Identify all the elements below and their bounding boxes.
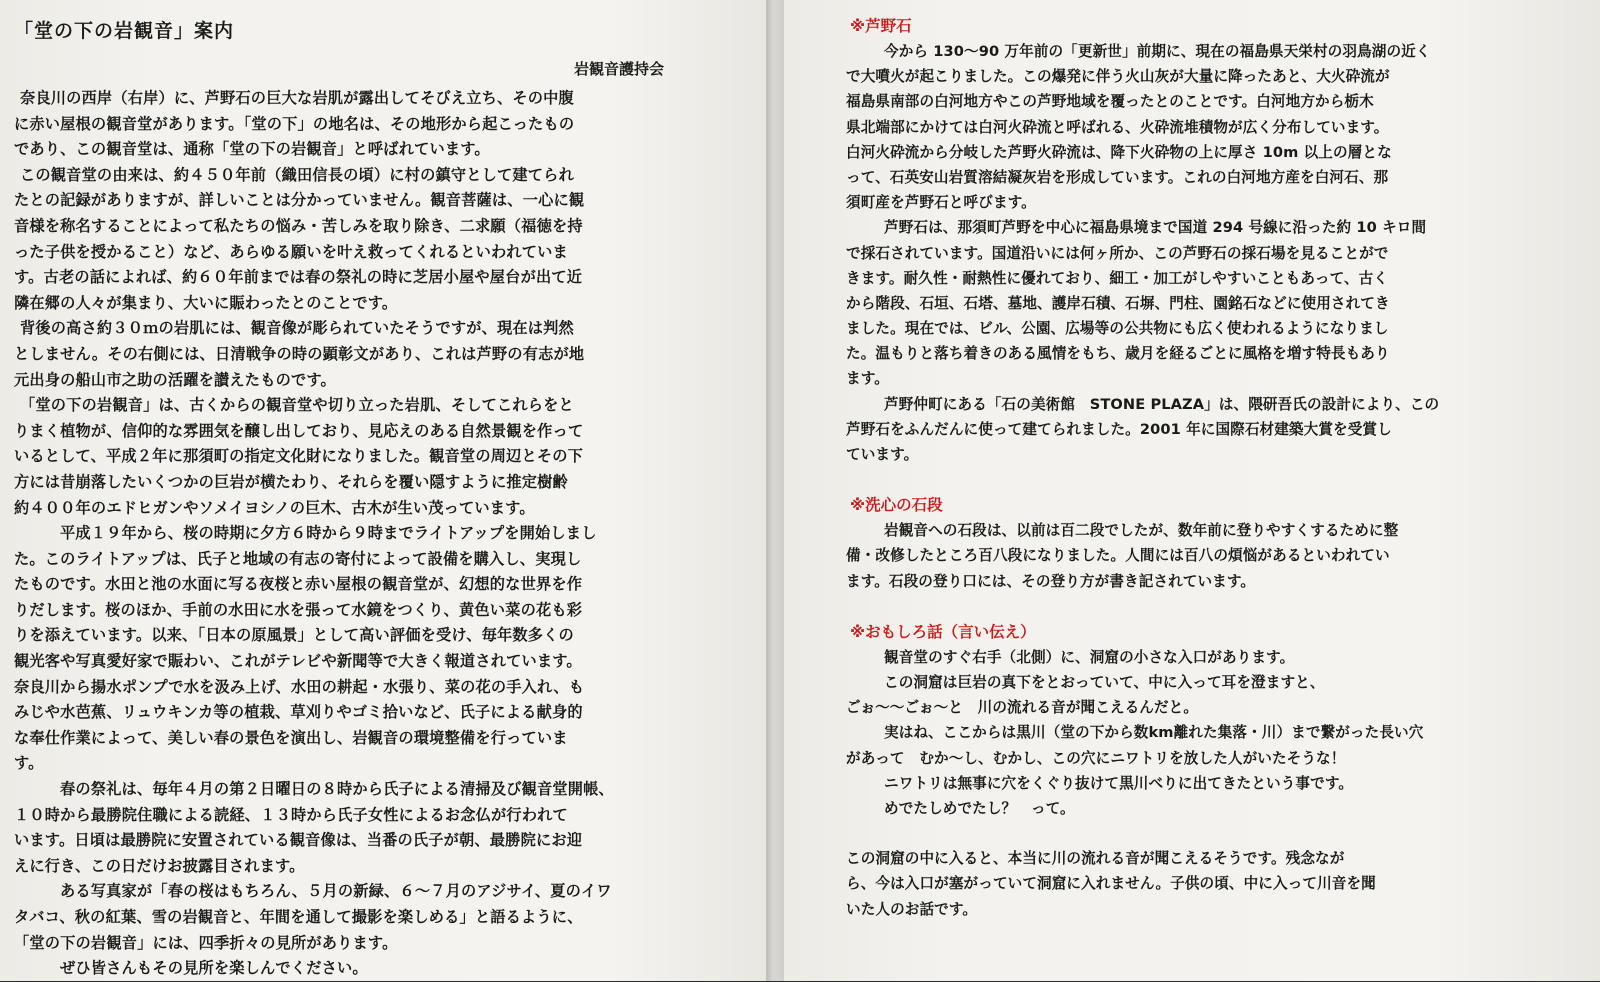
text-line: たとの記録がありますが、詳しいことは分かっていません。観音菩薩は、一心に観 xyxy=(14,191,585,210)
text-line: ています。 xyxy=(846,446,919,463)
text-line: めでたしめでたし？ って。 xyxy=(884,799,1075,817)
text-line: ました。現在では、ビル、公園、広場等の公共物にも広く使われるようになりまし xyxy=(846,320,1389,338)
page-title: 「堂の下の岩観音」案内 xyxy=(14,20,235,42)
text-line: ごぉ～～ごぉ～と 川の流れる音が聞こえるんだと。 xyxy=(846,699,1199,717)
blank-line xyxy=(846,821,1600,846)
text-line: から階段、石垣、石塔、墓地、護岸石積、石塀、門柱、園銘石などに使用されてき xyxy=(846,294,1390,312)
text-line: す。古老の話によれば、約６０年前までは春の祭礼の時に芝居小屋や屋台が出て近 xyxy=(14,268,583,287)
section-heading: ※おもしろ話（言い伝え） xyxy=(850,622,1036,641)
text-line: 須町産を芦野石と呼びます。 xyxy=(846,194,1036,212)
text-line: いた人のお話です。 xyxy=(846,900,978,918)
text-line: に赤い屋根の観音堂があります。「堂の下」の地名は、その地形から起こったもの xyxy=(14,114,575,133)
text-line: す。 xyxy=(14,754,44,773)
text-line: 隣在郷の人々が集まり、大いに賑わったとのことです。 xyxy=(14,293,398,312)
text-line: 観光客や写真愛好家で賑わい、これがテレビや新聞等で大きく報道されています。 xyxy=(14,652,582,671)
text-line: であり、この観音堂は、通称「堂の下の岩観音」と呼ばれています。 xyxy=(14,140,490,159)
section-spacer xyxy=(866,594,1600,620)
text-line: みじや水芭蕉、リュウキンカ等の植栽、草刈りやゴミ拾いなど、氏子による献身的 xyxy=(14,703,583,722)
section-heading: ※洗心の石段 xyxy=(850,496,943,515)
right-body xyxy=(846,14,1600,922)
text-line: この洞窟の中に入ると、本当に川の流れる音が聞こえるそうです。残念なが xyxy=(846,850,1345,868)
text-line: 白河火砕流から分岐した芦野火砕流は、降下火砕物の上に厚さ 10m 以上の層とな xyxy=(846,143,1392,161)
text-line: 奈良川の西岸（右岸）に、芦野石の巨大な岩肌が露出してそびえ立ち、その中腹 xyxy=(20,89,574,107)
text-line: 音様を称名することによって私たちの悩み・苦しみを取り除き、二求願（福徳を持 xyxy=(14,216,583,235)
text-line: た。温もりと落ち着きのある風情をもち、歳月を経るごとに風格を増す特長もあり xyxy=(846,345,1390,363)
text-line: います。日頃は最勝院に安置されている観音像は、当番の氏子が朝、最勝院にお迎 xyxy=(14,831,583,850)
text-line: ニワトリは無事に穴をくぐり抜けて黒川べりに出てきたという事です。 xyxy=(884,774,1354,792)
text-line: ます。石段の登り口には、その登り方が書き記されています。 xyxy=(846,572,1256,590)
text-line: 方には昔崩落したいくつかの巨岩が横たわり、それらを覆い隠すように推定樹齢 xyxy=(14,472,568,491)
text-line: １０時から最勝院住職による読経、１３時から氏子女性によるお念仏が行われて xyxy=(14,805,568,824)
text-line: ある写真家が「春の桜はもちろん、５月の新緑、６～７月のアジサイ、夏のイワ xyxy=(60,882,612,901)
text-line: この観音堂の由来は、約４５０年前（織田信長の頃）に村の鎮守として建てられ xyxy=(20,165,574,184)
text-line: 県北端部にかけては白河火砕流と呼ばれる、火砕流堆積物が広く分布しています。 xyxy=(846,118,1389,136)
text-line: りを添えています。以来、「日本の原風景」として高い評価を受け、毎年数多くの xyxy=(14,626,574,645)
text-line: たものです。水田と池の水面に写る夜桜と赤い屋根の観音堂が、幻想的な世界を作 xyxy=(14,575,583,594)
text-line: 平成１９年から、桜の時期に夕方６時から９時までライトアップを開始しまし xyxy=(60,524,597,543)
text-line: な奉仕作業によって、美しい春の景色を演出し、岩観音の環境整備を行っていま xyxy=(14,728,568,747)
text-line: た。このライトアップは、氏子と地域の有志の寄付によって設備を購入し、実現し xyxy=(14,549,582,568)
organization-name: 岩観音護持会 xyxy=(574,60,665,78)
section-spacer xyxy=(866,467,1600,493)
text-line: えに行き、この日だけお披露目されます。 xyxy=(14,856,305,875)
left-body xyxy=(14,86,766,982)
text-line: 元出身の船山市之助の活躍を讃えたものです。 xyxy=(14,370,336,389)
text-line: 芦野石は、那須町芦野を中心に福島県境まで国道 294 号線に沿った約 10 キロ間 xyxy=(884,219,1427,237)
left-panel xyxy=(0,0,766,981)
text-line: 観音堂のすぐ右手（北側）に、洞窟の小さな入口があります。 xyxy=(884,648,1295,666)
text-line: としません。その右側には、日清戦争の時の顕彰文があり、これは芦野の有志が地 xyxy=(14,344,585,363)
text-line: った子供を授かること）など、あらゆる願いを叶え救ってくれるといわれていま xyxy=(14,242,568,261)
text-line: 春の祭礼は、毎年４月の第２日曜日の８時から氏子による清掃及び観音堂開帳、 xyxy=(60,780,614,799)
panel-gutter xyxy=(766,0,784,981)
text-line: タバコ、秋の紅葉、雪の岩観音と、年間を通して撮影を楽しめる」と語るように、 xyxy=(14,908,583,926)
text-line: って、石英安山岩質溶結凝灰岩を形成しています。これの白河地方産を白河石、那 xyxy=(846,168,1389,186)
text-line: りだします。桜のほか、手前の水田に水を張って水鏡をつくり、黄色い菜の花も彩 xyxy=(14,600,583,619)
text-line: 芦野仲町にある「石の美術館 STONE PLAZA」は、隈研吾氏の設計により、この xyxy=(884,395,1440,413)
text-line: 岩観音への石段は、以前は百二段でしたが、数年前に登りやすくするために整 xyxy=(884,522,1399,540)
text-line: 芦野石をふんだんに使って建てられました。2001 年に国際石材建築大賞を受賞し xyxy=(846,420,1392,438)
text-line: きます。耐久性・耐熱性に優れており、細工・加工がしやすいこともあって、古く xyxy=(846,269,1389,287)
text-line: 奈良川から揚水ポンプで水を汲み上げ、水田の耕起・水張り、菜の花の手入れ、も xyxy=(14,677,585,696)
text-line: ら、今は入口が塞がっていて洞窟に入れません。子供の頃、中に入って川音を聞 xyxy=(846,875,1376,893)
text-line: で採石されています。国道沿いには何ヶ所か、この芦野石の採石場を見ることがで xyxy=(846,244,1389,262)
text-line: 「堂の下の岩観音」には、四季折々の見所があります。 xyxy=(14,933,398,952)
text-line: ます。 xyxy=(846,370,889,388)
right-panel xyxy=(784,0,1600,981)
text-line: りまく植物が、信仰的な雰囲気を醸し出しており、見応えのある自然景観を作って xyxy=(14,421,584,440)
text-line: 約４００年のエドヒガンやソメイヨシノの巨木、古木が生い茂っています。 xyxy=(14,498,535,517)
text-line: 「堂の下の岩観音」は、古くからの観音堂や切り立った岩肌、そしてこれらをと xyxy=(20,396,574,415)
text-line: 福島県南部の白河地方やこの芦野地域を覆ったとのことです。白河地方から栃木 xyxy=(846,93,1374,111)
text-line: ぜひ皆さんもその見所を楽しんでください。 xyxy=(60,959,368,978)
text-line: 実はね、ここからは黒川（堂の下から数km離れた集落・川）まで繋がった長い穴 xyxy=(884,724,1424,742)
text-line: で大噴火が起こりました。この爆発に伴う火山灰が大量に降ったあと、大火砕流が xyxy=(846,68,1390,86)
text-line: 背後の高さ約３０ｍの岩肌には、観音像が彫られていたそうですが、現在は判然 xyxy=(20,319,574,338)
text-line: があって むか～し、むかし、この穴にニワトリを放した人がいたそうな！ xyxy=(846,749,1346,767)
text-line: いるとして、平成２年に那須町の指定文化財になりました。観音堂の周辺とその下 xyxy=(14,447,584,466)
text-line: この洞窟は巨岩の真下をとおっていて、中に入って耳を澄ますと、 xyxy=(884,673,1325,691)
section-heading: ※芦野石 xyxy=(850,17,912,35)
text-line: 今から 130～90 万年前の「更新世」前期に、現在の福島県天栄村の羽鳥湖の近く xyxy=(884,43,1431,60)
text-line: 備・改修したところ百八段になりました。人間には百八の煩悩があるといわれてい xyxy=(846,547,1390,565)
